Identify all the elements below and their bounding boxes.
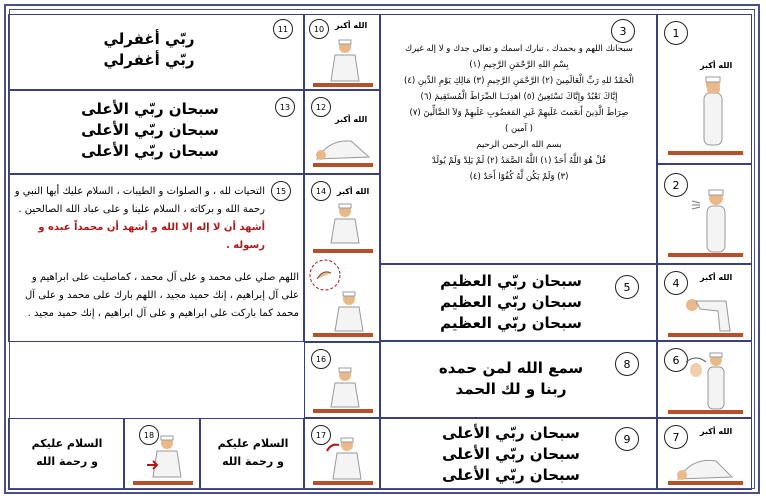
step-number: 9 — [615, 427, 639, 451]
salam-line-2: و رحمة الله — [222, 455, 284, 468]
sujud2-dhikr-3: سبحان ربّي الأعلى — [81, 142, 219, 160]
step-number: 18 — [139, 425, 159, 445]
fatiha-line-3: صِرَاطَ الَّذِينَ أَنعَمتَ عَلَيهِمْ غَيرِ المَغضُوبِ عَلَيهِمْ وَلاَ الضَّالِّينَ (٧) — [409, 108, 629, 118]
step-18-figure-cell — [124, 418, 200, 490]
salam-line-2: و رحمة الله — [36, 455, 98, 468]
step-15-text-cell — [8, 174, 304, 342]
step-17-text-cell — [200, 418, 304, 490]
step-number: 8 — [615, 352, 639, 376]
sitting-figure-icon — [325, 39, 365, 85]
prayer-mat — [668, 481, 743, 485]
prayer-mat — [668, 333, 743, 337]
rising-dhikr-1: سمع الله لمن حمده — [438, 359, 584, 377]
takbir-label: الله أكبر — [337, 187, 370, 196]
salam-line-1: السلام عليكم — [31, 437, 103, 450]
step-9-text-cell — [380, 418, 657, 490]
prayer-mat — [313, 249, 373, 253]
step-number: 4 — [664, 271, 688, 295]
shahada-text: أشهد أن لا إله إلا الله و أشهد أن محمداً عبده و رسوله . — [38, 222, 265, 251]
step-6-figure-cell — [657, 341, 752, 418]
step-16-figure-cell — [304, 342, 380, 418]
ikhlas-line-2: (٣) وَلَمْ يَكُن لَّهُ كُفُوًا أَحَدٌ (٤) — [469, 172, 569, 182]
prayer-mat — [668, 410, 743, 414]
ikhlas-line-1: قُلْ هُوَ اللَّهُ أَحَدٌ (١) اللَّهُ الصَّمَدُ (٢) لَمْ يَلِدْ وَلَمْ يُولَدْ — [432, 156, 606, 166]
step-1-figure-cell — [657, 14, 752, 164]
prayer-mat — [668, 253, 743, 257]
fatiha-line-1: الْحَمْدُ للهِ رَبِّ الْعَالَمِينَ (٢) الرَّحْمَنِ الرَّحِيمِ (٣) مَالِكِ يَوْمِ الدِّينِ (٤) — [404, 76, 634, 86]
basmala: بِسْمِ اللهِ الرَّحْمَنِ الرَّحِيمِ (١) — [469, 60, 569, 70]
takbir-label: الله أكبر — [335, 21, 368, 30]
sujud2-dhikr-1: سبحان ربّي الأعلى — [81, 100, 219, 118]
takbir-label: الله أكبر — [700, 427, 733, 436]
step-number: 17 — [311, 425, 331, 445]
prayer-mat — [313, 333, 373, 337]
salam-right-figure-icon — [323, 437, 369, 481]
prayer-mat — [313, 163, 373, 167]
prayer-mat — [313, 83, 373, 87]
step-number: 6 — [664, 348, 688, 372]
fatiha-line-2: إِيَّاكَ نَعْبُدُ وإِيَّاكَ نَسْتَعِينُ (٥) اهدِنَــا الصِّرَاطَ الْمُستَقِيمَ (٦) — [420, 92, 618, 102]
sitting-figure-icon — [325, 203, 365, 247]
step-number: 10 — [309, 19, 329, 39]
ruku-dhikr-2: سبحان ربّي العظيم — [440, 293, 582, 311]
step-number: 11 — [273, 19, 293, 39]
sitting-tashahhud-figure-icon — [329, 291, 369, 333]
step-12-figure-cell — [304, 90, 380, 174]
rising-figure-icon — [682, 352, 742, 414]
prayer-mat — [668, 151, 743, 155]
sujud-dhikr-3: سبحان ربّي الأعلى — [442, 466, 580, 484]
tashahhud-text: التحيات لله ، و الصلوات و الطيبات ، السلام عليك أيها النبي و رحمة الله و بركاته ، السلام علينا و على عباد الله الصالحين . — [14, 186, 265, 215]
ruku-dhikr-3: سبحان ربّي العظيم — [440, 314, 582, 332]
step-number: 15 — [271, 181, 291, 201]
step-number: 13 — [275, 97, 295, 117]
standing-reciting-figure-icon — [688, 189, 738, 259]
sujud-dhikr-1: سبحان ربّي الأعلى — [442, 424, 580, 442]
step-8-text-cell — [380, 341, 657, 418]
step-18-text-cell — [8, 418, 124, 490]
sitting-figure-icon — [325, 367, 365, 409]
step-17-figure-cell — [304, 418, 380, 490]
istighfar-1: ربّي أغفرلي — [103, 30, 195, 48]
step-number: 3 — [611, 19, 635, 43]
prayer-mat — [313, 409, 373, 413]
step-5-text-cell — [380, 264, 657, 341]
step-4-figure-cell — [657, 264, 752, 341]
prostrating-figure-icon — [672, 453, 742, 483]
step-14-figure-cell — [304, 174, 380, 342]
step-7-figure-cell — [657, 418, 752, 490]
salam-left-figure-icon — [145, 435, 191, 479]
prayer-mat — [133, 481, 193, 485]
amin: ( آمين ) — [505, 124, 533, 134]
takbir-label: الله أكبر — [335, 115, 368, 124]
step-10-figure-cell — [304, 14, 380, 90]
sujud2-dhikr-2: سبحان ربّي الأعلى — [81, 121, 219, 139]
istighfar-2: ربّي أغفرلي — [103, 51, 195, 69]
opening-supplication: سبحانك اللهم و بحمدك ، تبارك اسمك و تعالى جدك و لا إله غيرك — [405, 44, 633, 54]
prostrating-figure-icon — [311, 135, 375, 163]
takbir-label: الله أكبر — [700, 273, 733, 282]
step-number: 5 — [615, 275, 639, 299]
salat-ibrahimiyya-text: اللهم صلي على محمد و على آل محمد ، كماصليت على ابراهيم و على آل إبراهيم ، إنك حميد مجيد ، اللهم بارك على محمد و على آل محمد كما باركت على ابراهيم و على آل ابراهيم ، إنك حميد مجيد . — [25, 272, 299, 319]
step-11-text-cell — [8, 14, 304, 90]
step-13-text-cell — [8, 90, 304, 174]
step-3-recitation-cell — [380, 14, 657, 264]
step-number: 1 — [664, 21, 688, 45]
rising-dhikr-2: ربنا و لك الحمد — [455, 380, 567, 398]
bowing-figure-icon — [682, 291, 742, 335]
salam-line-1: السلام عليكم — [217, 437, 289, 450]
basmala-2: بسم الله الرحمن الرحيم — [476, 140, 562, 150]
ruku-dhikr-1: سبحان ربّي العظيم — [440, 272, 582, 290]
step-number: 12 — [311, 97, 331, 117]
step-2-figure-cell — [657, 164, 752, 264]
standing-takbir-figure-icon — [688, 75, 738, 155]
sujud-dhikr-2: سبحان ربّي الأعلى — [442, 445, 580, 463]
takbir-label: الله أكبر — [700, 61, 733, 70]
prayer-mat — [313, 481, 373, 485]
step-number: 7 — [664, 425, 688, 449]
step-number: 16 — [311, 349, 331, 369]
step-number: 14 — [311, 181, 331, 201]
step-number: 2 — [664, 173, 688, 197]
